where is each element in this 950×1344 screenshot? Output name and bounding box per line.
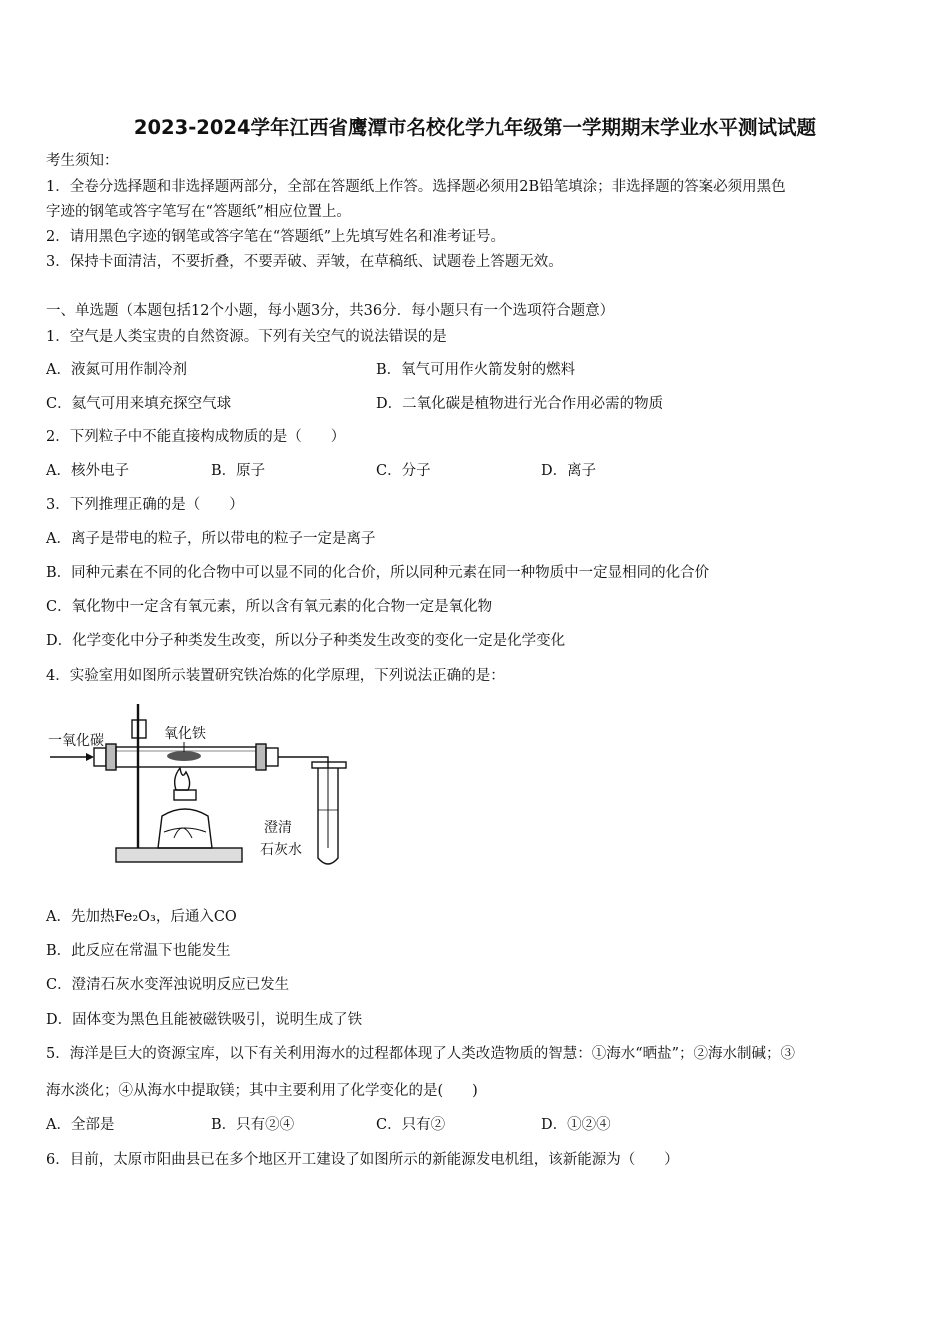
notice-line-4: 3．保持卡面清洁，不要折叠，不要弄破、弄皱，在草稿纸、试题卷上答题无效。 xyxy=(46,254,563,270)
question-5-stem-line-2: 海水淡化；④从海水中提取镁；其中主要利用了化学变化的是( ) xyxy=(46,1083,478,1099)
question-1-stem: 1．空气是人类宝贵的自然资源。下列有关空气的说法错误的是 xyxy=(46,329,447,345)
iron-oxide-powder xyxy=(167,751,201,761)
question-4-option-d: D．固体变为黑色且能被磁铁吸引，说明生成了铁 xyxy=(46,1012,363,1028)
question-6-stem: 6．目前，太原市阳曲县已在多个地区开工建设了如图所示的新能源发电机组，该新能源为（ ） xyxy=(46,1152,679,1168)
notice-line-2: 字迹的钢笔或答字笔写在“答题纸”相应位置上。 xyxy=(46,204,351,220)
question-3-option-d: D．化学变化中分子种类发生改变，所以分子种类发生改变的变化一定是化学变化 xyxy=(46,633,566,649)
question-2-option-b: B．原子 xyxy=(211,463,266,479)
lamp-wick-holder xyxy=(174,790,196,800)
question-5-option-d: D．①②④ xyxy=(541,1117,611,1133)
stand-base xyxy=(116,848,242,862)
question-4-option-a: A．先加热Fe₂O₃，后通入CO xyxy=(46,909,237,925)
test-tube-stopper xyxy=(312,762,346,768)
lamp-wire xyxy=(174,828,192,838)
question-3-stem: 3．下列推理正确的是（ ） xyxy=(46,497,244,513)
question-5-option-a: A．全部是 xyxy=(46,1117,115,1133)
figure-label-limewater-2: 石灰水 xyxy=(260,842,302,858)
question-5-option-b: B．只有②④ xyxy=(211,1117,295,1133)
question-1-option-b: B．氧气可用作火箭发射的燃料 xyxy=(376,362,576,378)
question-2-option-c: C．分子 xyxy=(376,463,431,479)
question-3-option-b: B．同种元素在不同的化合物中可以显不同的化合价，所以同种元素在同一种物质中一定显相同的化合价 xyxy=(46,565,710,581)
figure-label-co: 一氧化碳 xyxy=(48,733,104,749)
figure-label-limewater-1: 澄清 xyxy=(264,820,292,836)
left-stopper xyxy=(94,748,106,766)
question-1-option-a: A．液氮可用作制冷剂 xyxy=(46,362,187,378)
question-2-option-d: D．离子 xyxy=(541,463,597,479)
question-3-option-a: A．离子是带电的粒子，所以带电的粒子一定是离子 xyxy=(46,531,376,547)
question-2-stem: 2．下列粒子中不能直接构成物质的是（ ） xyxy=(46,429,346,445)
right-stopper xyxy=(266,748,278,766)
notice-heading: 考生须知： xyxy=(46,153,119,169)
left-clamp xyxy=(106,744,116,770)
arrow-head-icon xyxy=(86,753,94,761)
question-2-option-a: A．核外电子 xyxy=(46,463,129,479)
question-4-option-b: B．此反应在常温下也能发生 xyxy=(46,943,231,959)
question-3-option-c: C．氧化物中一定含有氧元素，所以含有氧元素的化合物一定是氧化物 xyxy=(46,599,493,615)
flame-icon xyxy=(175,768,190,790)
question-1-option-c: C．氦气可用来填充探空气球 xyxy=(46,396,232,412)
right-clamp xyxy=(256,744,266,770)
page-title: 2023-2024学年江西省鹰潭市名校化学九年级第一学期期末学业水平测试试题 xyxy=(133,116,817,139)
figure-label-fe2o3: 氧化铁 xyxy=(164,726,206,742)
section-heading: 一、单选题（本题包括12个小题，每小题3分，共36分．每小题只有一个选项符合题意） xyxy=(46,303,615,319)
question-1-option-d: D．二氧化碳是植物进行光合作用必需的物质 xyxy=(376,396,664,412)
notice-line-1: 1．全卷分选择题和非选择题两部分，全部在答题纸上作答。选择题必须用2B铅笔填涂；非选择题的答案必须用黑色 xyxy=(46,179,786,195)
question-5-stem-line-1: 5．海洋是巨大的资源宝库，以下有关利用海水的过程都体现了人类改造物质的智慧：①海水“晒盐”；②海水制碱；③ xyxy=(46,1046,796,1062)
iron-smelting-apparatus-figure xyxy=(46,698,366,876)
notice-line-3: 2．请用黑色字迹的钢笔或答字笔在“答题纸”上先填写姓名和准考证号。 xyxy=(46,229,506,245)
question-4-option-c: C．澄清石灰水变浑浊说明反应已发生 xyxy=(46,977,290,993)
question-5-option-c: C．只有② xyxy=(376,1117,446,1133)
question-4-stem: 4．实验室用如图所示装置研究铁冶炼的化学原理，下列说法正确的是： xyxy=(46,668,505,684)
